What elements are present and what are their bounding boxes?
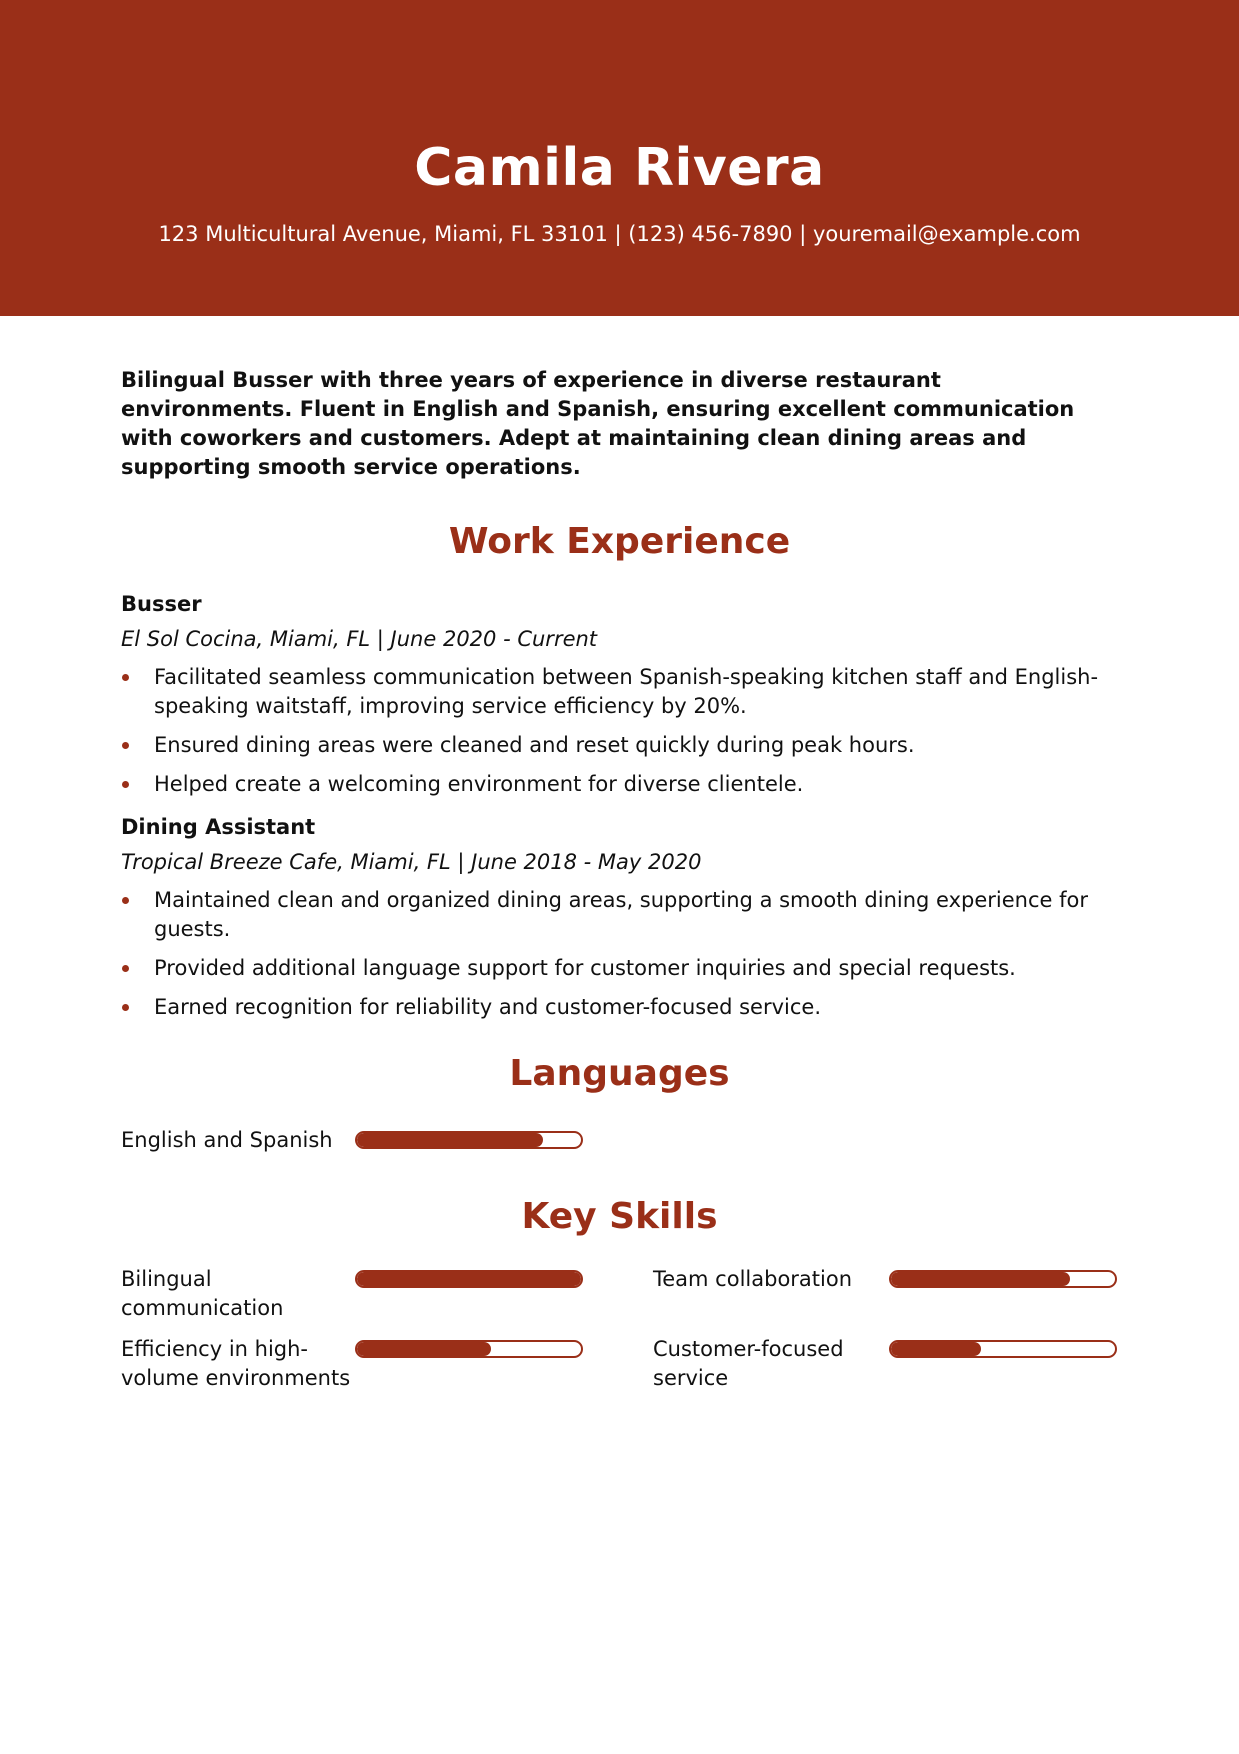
skill-item bbox=[121, 1265, 653, 1323]
job-bullet: Helped create a welcoming environment for diverse clientele. bbox=[121, 770, 1118, 799]
job-meta: El Sol Cocina, Miami, FL | June 2020 - Current bbox=[121, 627, 598, 651]
resume-body bbox=[0, 316, 1239, 1393]
resume-header bbox=[0, 0, 1239, 316]
job-title: Dining Assistant bbox=[121, 815, 316, 839]
key-skills-heading: Key Skills bbox=[521, 1196, 718, 1237]
skills-grid bbox=[121, 1265, 1118, 1393]
language-level-bar bbox=[355, 1131, 583, 1149]
language-item bbox=[121, 1126, 1118, 1155]
skill-level-bar bbox=[355, 1340, 583, 1358]
job-bullet: Ensured dining areas were cleaned and reset quickly during peak hours. bbox=[121, 731, 1118, 760]
job-bullets bbox=[121, 886, 1118, 1022]
professional-summary: Bilingual Busser with three years of experience in diverse restaurant environments. Fluent in English and Spanish, ensuring excellent communication with coworkers and customers. Adept at maintaining clean dining areas and supporting smooth service operations. bbox=[121, 368, 1075, 479]
contact-line: 123 Multicultural Avenue, Miami, FL 33101 | (123) 456-7890 | youremail@example.com bbox=[158, 222, 1081, 246]
skill-label: Bilingual communication bbox=[121, 1267, 284, 1320]
level-bar-fill bbox=[891, 1272, 1070, 1286]
job-entry bbox=[121, 813, 1118, 1022]
job-title: Busser bbox=[121, 592, 202, 616]
skill-label: Team collaboration bbox=[653, 1267, 853, 1291]
work-experience-heading: Work Experience bbox=[448, 521, 791, 562]
job-bullet: Provided additional language support for customer inquiries and special requests. bbox=[121, 954, 1118, 983]
job-meta: Tropical Breeze Cafe, Miami, FL | June 2018 - May 2020 bbox=[121, 850, 702, 874]
job-entry bbox=[121, 590, 1118, 799]
skill-item bbox=[653, 1265, 1118, 1323]
skill-label: Efficiency in high-volume environments bbox=[121, 1337, 351, 1390]
skill-level-bar bbox=[355, 1270, 583, 1288]
skill-label: Customer-focused service bbox=[653, 1337, 844, 1390]
language-label: English and Spanish bbox=[121, 1128, 333, 1152]
candidate-name: Camila Rivera bbox=[414, 138, 825, 198]
skill-level-bar bbox=[889, 1340, 1117, 1358]
level-bar-fill bbox=[357, 1342, 491, 1356]
languages-heading: Languages bbox=[509, 1053, 730, 1094]
skill-item bbox=[121, 1335, 653, 1393]
job-bullets bbox=[121, 663, 1118, 799]
job-bullet: Earned recognition for reliability and customer-focused service. bbox=[121, 993, 1118, 1022]
level-bar-fill bbox=[357, 1133, 543, 1147]
level-bar-fill bbox=[357, 1272, 581, 1286]
skill-level-bar bbox=[889, 1270, 1117, 1288]
level-bar-fill bbox=[891, 1342, 981, 1356]
job-bullet: Maintained clean and organized dining areas, supporting a smooth dining experience for guests. bbox=[121, 886, 1118, 944]
job-bullet: Facilitated seamless communication between Spanish-speaking kitchen staff and English-speaking waitstaff, improving service efficiency by 20%. bbox=[121, 663, 1118, 721]
skill-item bbox=[653, 1335, 1118, 1393]
